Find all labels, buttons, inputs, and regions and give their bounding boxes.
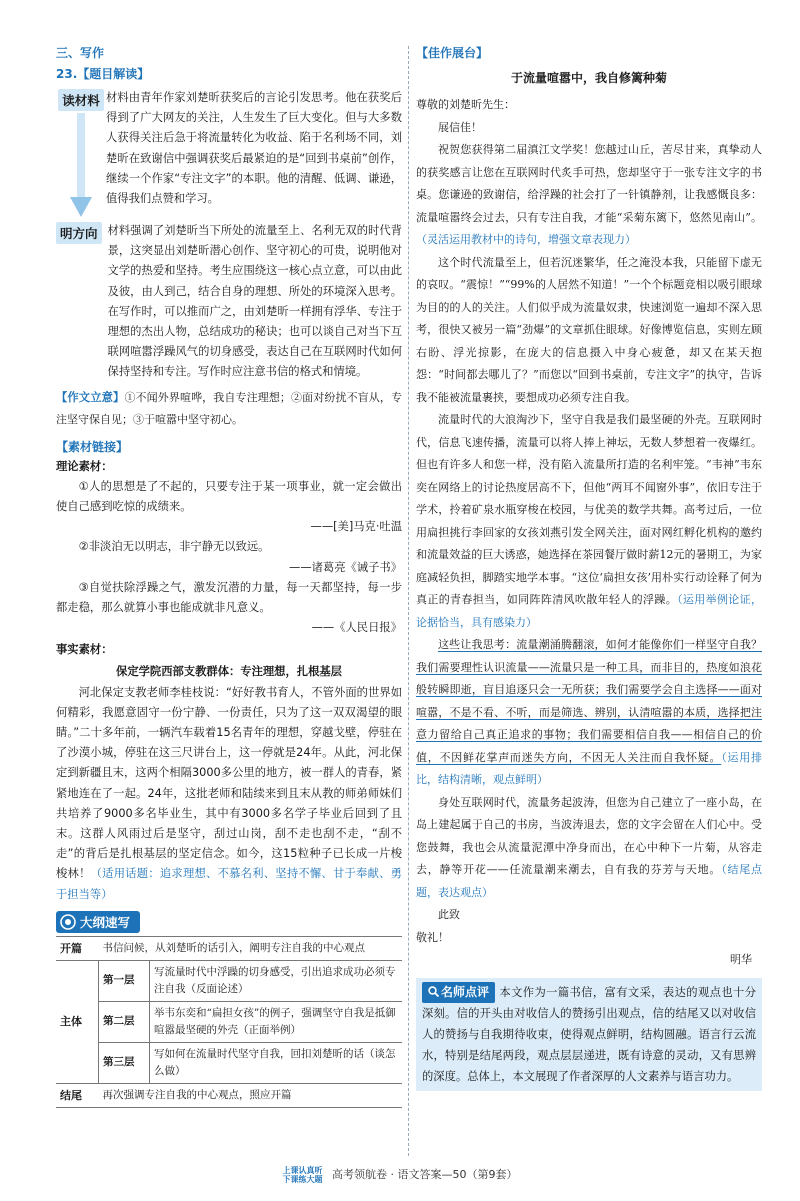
fact-body: 河北保定支教老师李桂枝说：“好好教书育人，不管外面的世界如何精彩，我愿意固守一份宁静、一份责任，只为了这一双双渴望的眼睛。”二十多年前，一辆汽车载着15名青年的理想，穿越戈壁，停驻在了沙漠小城，停驻在这三尺讲台上，这一停就是24年。从此，河北保定到新疆且末，这两个相隔3000多公里的地方，被一群人的青春，紧紧地连在了一起。24年，这批老师和陆续来到且末从教的师弟师妹们共培养了9000多名毕业生，其中有3000多名学子毕业后回到了且末。这群人风雨过后是坚守，刮过山岗，刮不走也刮不走，“刮不走”的背后是扎根基层的坚定信念。如今，这15粒种子已长成一片梭梭林！ — [56, 685, 402, 881]
logo-line-1: 上课认真听 — [282, 1166, 323, 1175]
right-column — [416, 40, 762, 1091]
fact-title: 事实素材： — [56, 643, 113, 657]
essay-p5-text: 身处互联网时代，流量务起波涛，但您为自己建立了一座小岛，在岛上建起属于自己的书房，当波涛退去，您的文字会留在人们心中。受您鼓舞，我也会从流量泥潭中净身而出，在心中种下一片菊，从容走去，静等开花——任流量潮来潮去，自有我的芬芳与天地。 — [416, 795, 762, 876]
intent-text: ①不闻外界喧哗，我自专注理想；②面对纷扰不盲从，专注坚守保自见；③于喧嚣中坚守初心。 — [56, 390, 402, 427]
fact-note: （适用话题：追求理想、不慕名利、坚持不懈、甘于奉献、勇于担当等） — [56, 867, 402, 901]
closing: 此致 — [438, 908, 460, 921]
greeting: 展信佳！ — [438, 120, 482, 134]
read-material-text: 材料由青年作家刘楚昕获奖后的言论引发思考。他在获奖后得到了广大网友的关注，人生发生了巨大变化。但与大多数人获得关注后急于将流量转化为收益、陷于名利场不同，刘楚昕在致谢信中强调获奖后最紧迫的是“回到书桌前”创作，继续一个作家“专注文字”的本职。他的清醒、低调、谦逊，值得我们点赞和学习。 — [106, 91, 402, 206]
outline-sub: 第二层 — [99, 1001, 150, 1042]
outline-table — [56, 936, 402, 1108]
outline-row — [56, 1083, 402, 1107]
section-title: 三、写作 — [56, 46, 105, 60]
footer-logo — [283, 1166, 323, 1184]
essay-paragraph-3 — [416, 409, 762, 634]
essay-title: 于流量喧嚣中，我自修篱种菊 — [510, 71, 667, 85]
theory-title: 理论素材： — [56, 459, 113, 473]
direction-text: 材料强调了刘楚昕当下所处的流量至上、名利无双的时代背景，这突显出刘楚昕潜心创作、坚守初心的可贵，说明他对文学的热爱和坚持。考生应围绕这一核心点立意，可以由此及彼，由人到己，结合自身的理想、所处的环境深入思考。在写作时，可以推而广之，由刘楚昕一样拥有浮华、专注于理想的杰出人物，总结成功的秘诀；也可以谈自己对当下互联网喧嚣浮躁风气的切身感受，表达自己在互联网时代如何保持坚持和专注。写作时应注意书信的格式和情境。 — [107, 224, 402, 379]
read-material-block — [56, 88, 402, 217]
down-arrow-icon — [70, 113, 92, 217]
teacher-comment — [416, 978, 762, 1091]
essay-p1-note: （灵活运用教材中的诗句，增强文章表现力） — [416, 233, 636, 246]
column-divider — [408, 46, 409, 1156]
material-link-label: 【素材链接】 — [56, 439, 129, 454]
outline-sub: 第一层 — [99, 960, 150, 1001]
outline-header — [56, 911, 140, 933]
outline-row — [56, 1001, 402, 1042]
outline-row — [56, 1042, 402, 1083]
theory-source-1: ——[美]马克·吐温 — [310, 520, 402, 534]
comment-text: 本文作为一篇书信，富有文采，表达的观点也十分深刻。信的开头由对收信人的赞扬引出观点，信的结尾又以对收信人的赞扬与自我期待收束，使得观点鲜明，结构圆融。语言行云流水，特别是结尾两段，观点层层递进，既有诗意的灵动，又有思辨的深度。总体上，本文展现了作者深厚的人文素养与语言功力。 — [422, 985, 756, 1083]
left-column — [56, 40, 402, 1108]
salute: 敬礼！ — [416, 930, 449, 944]
salutation: 尊敬的刘楚昕先生： — [416, 98, 515, 111]
read-material-marker — [56, 88, 106, 217]
question-label: 23.【题目解读】 — [56, 67, 150, 81]
essay-p4-note: （运用排比，结构清晰，观点鲜明） — [416, 750, 763, 786]
signature: 明华 — [730, 953, 752, 966]
direction-block — [56, 221, 402, 383]
comment-tag — [422, 982, 495, 1003]
outline-text: 书信问候，从刘楚昕的话引入，阐明专注自我的中心观点 — [99, 936, 403, 960]
outline-text: 举韦东奕和“扁担女孩”的例子，强调坚守自我是抵御喧嚣最坚硬的外壳（正面举例） — [150, 1001, 403, 1042]
essay-paragraph-5 — [416, 792, 762, 905]
footer-text: 高考领航卷 · 语文答案—50（第9套） — [332, 1168, 518, 1181]
fact-heading: 保定学院西部支教群体：专注理想，扎根基层 — [116, 664, 342, 678]
theory-quote-3: ③自觉扶除浮躁之气，激发沉潜的力量，每一天都坚持，每一步都走稳，那么就算小事也能成就非凡意义。 — [56, 580, 402, 615]
comment-tag-label: 名师点评 — [441, 984, 490, 999]
outline-key: 主体 — [56, 960, 99, 1083]
essay-p5-note: （结尾点题，表达观点） — [416, 863, 763, 899]
outline-row — [56, 960, 402, 1001]
search-icon — [428, 986, 439, 997]
outline-text: 写流量时代中浮躁的切身感受，引出追求成功必须专注自我（反面论述） — [150, 960, 403, 1001]
theory-source-2: ——诸葛亮《诫子书》 — [289, 560, 402, 574]
outline-key: 开篇 — [56, 936, 99, 960]
essay-p3-text: 流量时代的大浪淘沙下，坚守自我是我们最坚硬的外壳。互联网时代，信息飞速传播，流量可以将人捧上神坛，无数人梦想着一夜爆红。但也有许多人和您一样，没有陷入流量所打造的名利牢笼。“韦神”韦东奕在网络上的讨论热度居高不下，但他“两耳不闻窗外事”，依旧专注于学术，拎着矿泉水瓶穿梭在校园，与优美的数学共舞。高考过后，一位用扁担挑行李回家的女孩刘燕引发全网关注，面对网红孵化机构的邀约和流量效益的巨大诱惑，她选择在茶园餐厅做时薪12元的暑期工，为家庭减轻负担，脚踏实地学本事。“这位‘扁担女孩’用朴实行动诠释了何为真正的青春担当，如同阵阵清风吹散年轻人的浮躁。 — [416, 413, 762, 606]
logo-line-2: 下课练大题 — [282, 1175, 323, 1184]
intent-block — [56, 387, 402, 432]
outline-text: 写如何在流量时代坚守自我，回扣刘楚昕的话（谈怎么做） — [150, 1042, 403, 1083]
theory-quote-2: ②非淡泊无以明志，非宁静无以致远。 — [78, 540, 270, 554]
essay-paragraph-2: 这个时代流量至上，但若沉迷繁华，任之淹没本我，只能留下虚无的哀叹。“震惊！”“99%的人居然不知道！”一个个标题竞相以吸引眼球为目的的人的关注。人们似乎成为流量奴隶，快速浏览一遍却不深入思考，很快又被另一篇“劲爆”的文章抓住眼球。好像博览信息，实则左顾右盼、浮光掠影，在庞大的信息摄入中身心疲惫，却又在某天抱怨：“时间都去哪儿了？”而您以“回到书桌前，专注文字”的执守，告诉我不能被流量裹挟，要想成功必须专注自我。 — [416, 255, 762, 404]
outline-header-label: 大纲速写 — [80, 914, 131, 930]
essay-p1-text: 祝贺您获得第二届滇江文学奖！您越过山丘，苦尽甘来，真挚动人的获奖感言让您在互联网时代炙手可热，您却坚守于一张专注文字的书桌。您谦逊的致谢信，给浮躁的社会打了一针镇静剂，让我感慨良多：流量喧嚣终会过去，只有专注自我，才能“采菊东篱下，悠然见南山”。 — [416, 143, 762, 224]
outline-sub: 第三层 — [99, 1042, 150, 1083]
fact-text — [56, 683, 402, 905]
direction-tag: 明方向 — [56, 222, 102, 244]
outline-row — [56, 936, 402, 960]
essay-paragraph-4 — [416, 634, 762, 792]
essay-paragraph-1 — [416, 139, 762, 252]
showcase-label: 【佳作展台】 — [416, 46, 489, 60]
intent-label: 【作文立意】 — [56, 390, 125, 404]
theory-quote-1: ①人的思想是了不起的，只要专注于某一项事业，就一定会做出使自己感到吃惊的成绩来。 — [56, 479, 402, 514]
essay-p3-note: （运用举例论证，论据恰当，具有感染力） — [416, 593, 763, 629]
outline-key: 结尾 — [56, 1083, 99, 1107]
read-material-tag: 读材料 — [58, 89, 104, 111]
outline-text: 再次强调专注自我的中心观点，照应开篇 — [99, 1083, 403, 1107]
page-footer — [0, 1166, 800, 1184]
theory-source-3: ——《人民日报》 — [311, 621, 402, 635]
essay-p4-text: 这些让我思考：流量潮涌腾翻滚，如何才能像你们一样坚守自我？我们需要理性认识流量——流量只是一种工具，而非目的，热度如浪花般转瞬即逝，盲目追逐只会一无所获；我们需要学会自主选择——面对喧嚣，不是不看、不听，而是筛选、辨别，认清喧嚣的本质，选择把注意力留给自己真正追求的事物；我们需要相信自我——相信自己的价值，不因鲜花掌声而迷失方向，不因无人关注而自我怀疑。 — [416, 638, 762, 764]
outline-icon — [60, 914, 76, 930]
